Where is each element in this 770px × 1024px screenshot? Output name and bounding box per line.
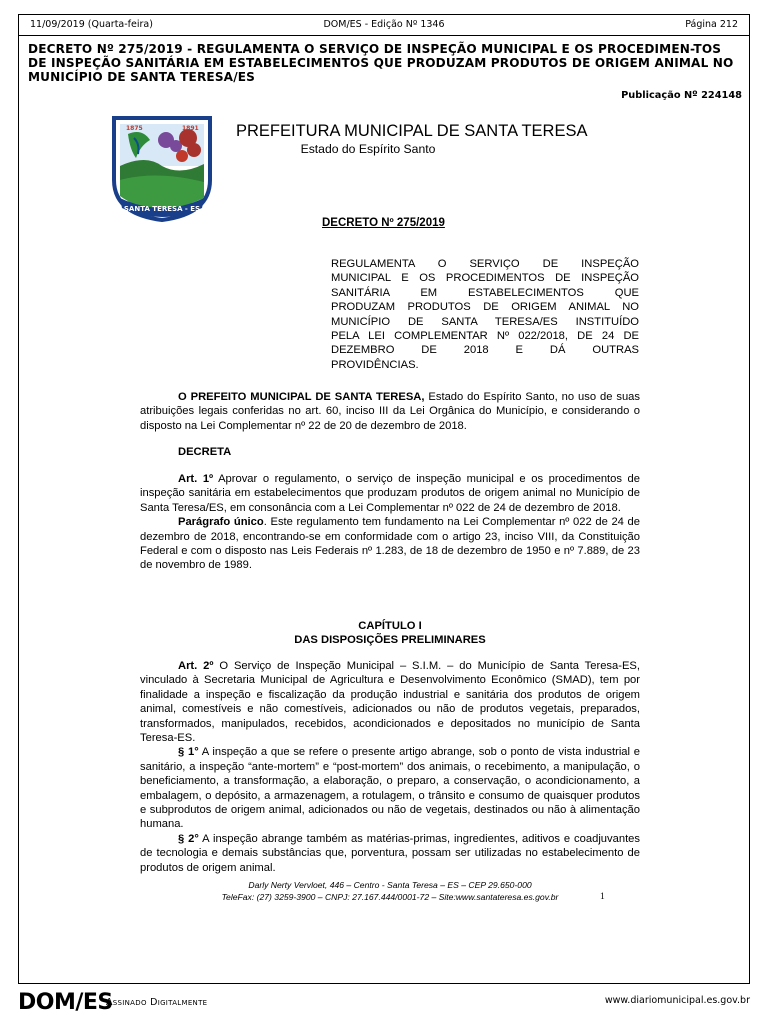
ementa-line: REGULAMENTA O SERVIÇO DE INSPEÇÃO (331, 258, 639, 270)
art1-text: Aprovar o regulamento, o serviço de inspeção municipal e os procedimentos de inspeção sanitária em estabelecimentos que produzam produtos de origem animal no Município de Santa Teresa/ES, em consonância com a Lei Complementar nº 022 de 24 de dezembro de 2018. (140, 473, 640, 514)
document-page-number: 1 (600, 892, 605, 902)
prefeitura-address: Darly Nerty Vervloet, 446 – Centro - Santa Teresa – ES – CEP 29.650-000 (248, 880, 532, 890)
decreta-heading: DECRETA (178, 446, 232, 458)
prefeitura-name: PREFEITURA MUNICIPAL DE SANTA TERESA (236, 122, 588, 140)
section-2-text: A inspeção abrange também as matérias-primas, ingredientes, aditivos e coadjuvantes de tecnologia e demais substâncias que, porventura, possam ser utilizadas no estabelecimento de produtos de origem animal. (140, 832, 640, 874)
chapter-title: DAS DISPOSIÇÕES PRELIMINARES (294, 634, 486, 646)
ementa-line: PRODUZAM PRODUTOS DE ORIGEM ANIMAL NO (331, 301, 639, 314)
state-name: Estado do Espírito Santo (300, 142, 436, 156)
section-2-label: § 2° (178, 832, 199, 845)
section-1-label: § 1° (178, 746, 199, 759)
document-title: DECRETO Nº 275/2019 - REGULAMENTA O SERVIÇO DE INSPEÇÃO MUNICIPAL E OS PROCEDIMEN-TOS DE INSPEÇÃO SANITÁRIA EM ESTABELECIMENTOS QUE PRODUZAM PRODUTOS DE ORIGEM ANIMAL NO MUNICÍPIO DE SANTA TERESA/ES (28, 42, 734, 84)
municipal-crest-logo (106, 110, 218, 222)
preamble-paragraph (140, 390, 640, 433)
crest-year-left: 1875 (126, 125, 143, 132)
crest-year-right: 1891 (182, 125, 199, 132)
ementa-line: DEZEMBRO DE 2018 E DÁ OUTRAS (331, 344, 639, 357)
ementa-line: PELA LEI COMPLEMENTAR Nº 022/2018, DE 24 DE (331, 330, 639, 343)
gazette-website-link[interactable]: www.diariomunicipal.es.gov.br (604, 995, 750, 1006)
crest-ribbon-text: SANTA TERESA - ES (123, 205, 201, 213)
chapter-number: CAPÍTULO I (358, 620, 422, 632)
signed-digitally-label: Assinado Digitalmente (106, 997, 208, 1008)
issue-date: 11/09/2019 (Quarta-feira) (30, 19, 153, 30)
page-number-label: Página 212 (685, 19, 738, 30)
decree-heading: DECRETO Nº 275/2019 (322, 217, 445, 229)
paragraph-unico-text: . Este regulamento tem fundamento na Lei Complementar nº 022 de 24 de dezembro de 2018, encontrando-se em conformidade com o artigo 23, inciso VIII, da Constituição Federal e com o disposto nas Leis Federais nº 1.283, de 18 de dezembro de 1950 e nº 7.889, de 23 de novembro de 1989. (140, 516, 640, 572)
preamble-bold: O PREFEITO MUNICIPAL DE SANTA TERESA, (178, 391, 425, 403)
decree-ementa (331, 257, 639, 372)
edition-number: DOM/ES - Edição Nº 1346 (323, 19, 445, 30)
ementa-line: MUNICÍPIO DE SANTA TERESA/ES INSTITUÍDO (331, 315, 639, 328)
paragraph-unico-label: Parágrafo único (178, 516, 264, 529)
publication-number: Publicação Nº 224148 (621, 90, 742, 101)
article-1 (140, 472, 640, 573)
dom-es-brand-logo: DOM/ES (18, 990, 113, 1015)
ementa-line: SANITÁRIA EM ESTABELECIMENTOS QUE (331, 286, 639, 299)
ementa-line: PROVIDÊNCIAS. (331, 358, 419, 371)
art2-text: O Serviço de Inspeção Municipal – S.I.M. – do Município de Santa Teresa-ES, vinculado à Secretaria Municipal de Agricultura e Desenvolvimento Econômico (SMAD), tem por finalidade a inspeção e fiscalização da produção industrial e sanitária dos produtos de origem animal, comestíveis e não comestíveis, adicionados ou não de produtos vegetais, preparados, transformados, manipulados, recebidos, acondicionados e depositados no município de Santa Teresa-ES. (140, 660, 640, 745)
preamble-text: Estado do Espírito Santo, no uso de suas atribuições legais conferidas no art. 60, inciso III da Lei Orgânica do Município, e considerando o disposto na Lei Complementar nº 22 de 20 de dezembro de 2018. (140, 391, 640, 432)
art1-label: Art. 1º (178, 473, 214, 485)
prefeitura-contact: TeleFax: (27) 3259-3900 – CNPJ: 27.167.444/0001-72 – Site:www.santateresa.es.gov.br (221, 892, 559, 902)
ementa-line: MUNICIPAL E OS PROCEDIMENTOS DE INSPEÇÃO (331, 272, 639, 285)
gazette-header (18, 14, 750, 36)
section-1-text: A inspeção a que se refere o presente artigo abrange, sob o ponto de vista industrial e sanitário, a inspeção “ante-mortem” e “post-mortem” dos animais, o recebimento, a manipulação, o beneficiamento, a transformação, a elaboração, o preparo, a conservação, o acondicionamento, a embalagem, o depósito, a armazenagem, a rotulagem, o trânsito e consumo de quaisquer produtos e subprodutos de origem animal, adicionados ou não de vegetais, destinados ou não à alimentação humana. (140, 746, 640, 831)
art2-label: Art. 2º (178, 660, 214, 672)
article-2 (140, 659, 640, 875)
